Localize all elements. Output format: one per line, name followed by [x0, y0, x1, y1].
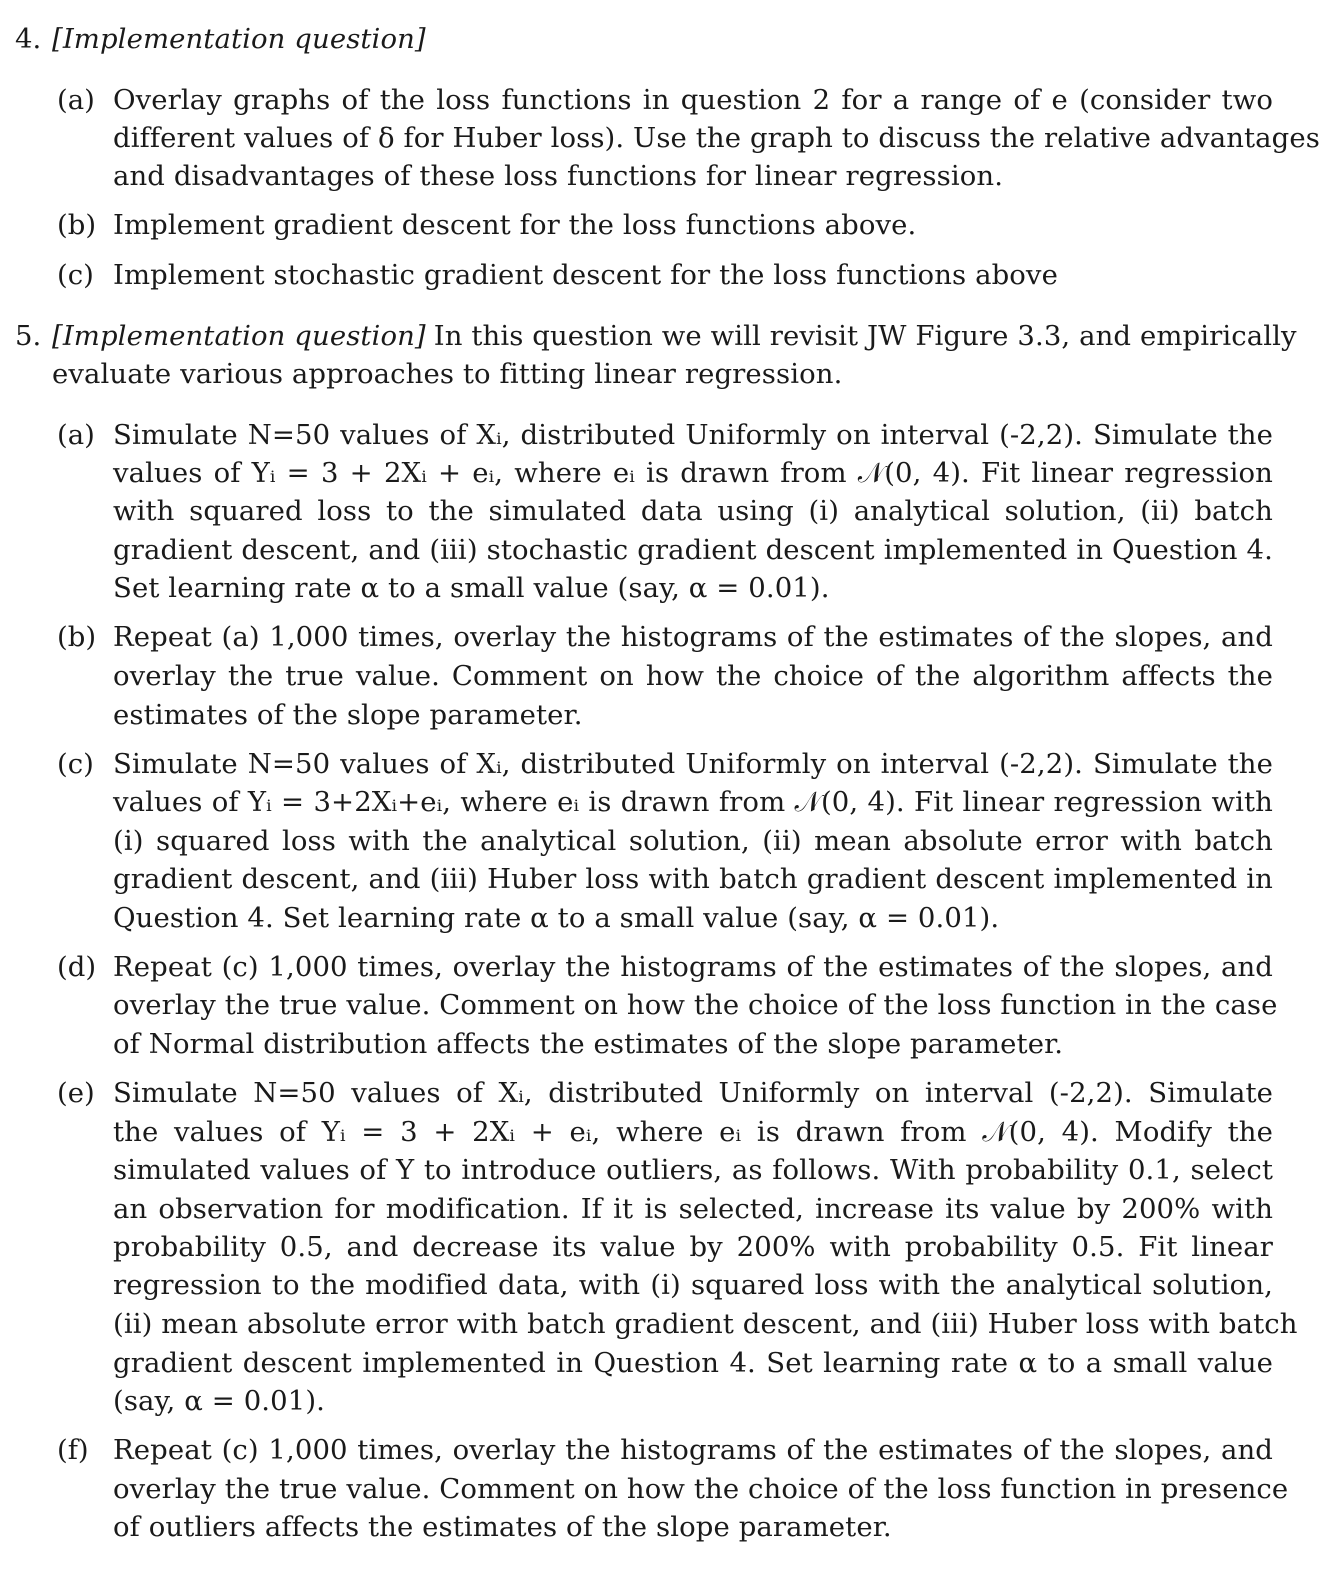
- q5-d-line-2: overlay the true value. Comment on how the choice of the loss function in the case: [113, 989, 1278, 1021]
- q5-b-line-3: estimates of the slope parameter.: [113, 699, 583, 731]
- q4-a-line-3: and disadvantages of these loss functions for linear regression.: [113, 160, 1004, 192]
- q5-a-line-3: with squared loss to the simulated data using (i) analytical solution, (ii) batch: [113, 495, 1273, 527]
- q5-f-line-3: of outliers affects the estimates of the slope parameter.: [113, 1511, 892, 1543]
- q5-a-label: (a): [57, 419, 95, 451]
- q5-b-label: (b): [57, 621, 97, 653]
- q5-b-line-1: Repeat (a) 1,000 times, overlay the histograms of the estimates of the slopes, and: [113, 621, 1273, 653]
- q5-d-line-1: Repeat (c) 1,000 times, overlay the histograms of the estimates of the slopes, and: [113, 951, 1273, 983]
- q4-a-label: (a): [57, 84, 95, 116]
- q4-c-line-1: Implement stochastic gradient descent for the loss functions above: [113, 259, 1058, 291]
- q5-e-line-2: the values of Yᵢ = 3 + 2Xᵢ + eᵢ, where eᵢ is drawn from 𝒩(0, 4). Modify the: [113, 1116, 1273, 1148]
- q5-f-line-2: overlay the true value. Comment on how the choice of the loss function in presence: [113, 1473, 1289, 1505]
- q5-e-line-8: gradient descent implemented in Question 4. Set learning rate α to a small value: [113, 1347, 1273, 1379]
- q5-e-line-6: regression to the modified data, with (i) squared loss with the analytical solution,: [113, 1269, 1273, 1301]
- q5-intro-first: In this question we will revisit JW Figure 3.3, and empirically: [433, 320, 1297, 352]
- q5-c-line-5: Question 4. Set learning rate α to a small value (say, α = 0.01).: [113, 902, 1000, 934]
- q5-f-line-1: Repeat (c) 1,000 times, overlay the histograms of the estimates of the slopes, and: [113, 1434, 1273, 1466]
- q5-d-line-3: of Normal distribution affects the estimates of the slope parameter.: [113, 1028, 1064, 1060]
- q5-d-label: (d): [57, 951, 97, 983]
- q4-title: [Implementation question]: [52, 23, 426, 55]
- q5-c-line-2: values of Yᵢ = 3+2Xᵢ+eᵢ, where eᵢ is drawn from 𝒩(0, 4). Fit linear regression with: [113, 786, 1273, 818]
- q5-c-line-3: (i) squared loss with the analytical solution, (ii) mean absolute error with batch: [113, 825, 1273, 857]
- q5-e-line-4: an observation for modification. If it is selected, increase its value by 200% with: [113, 1193, 1273, 1225]
- q5-e-label: (e): [57, 1077, 95, 1109]
- q5-intro-line-2: evaluate various approaches to fitting linear regression.: [52, 358, 843, 390]
- q5-intro-line-1: [52, 319, 1297, 353]
- q5-e-line-9: (say, α = 0.01).: [113, 1385, 325, 1417]
- q5-c-label: (c): [57, 748, 94, 780]
- q4-c-label: (c): [57, 259, 94, 291]
- q4-a-line-2: different values of δ for Huber loss). Use the graph to discuss the relative advantages: [113, 122, 1320, 154]
- q5-title: [Implementation question]: [52, 320, 426, 352]
- q5-e-line-5: probability 0.5, and decrease its value by 200% with probability 0.5. Fit linear: [113, 1231, 1273, 1263]
- q5-e-line-7: (ii) mean absolute error with batch gradient descent, and (iii) Huber loss with batch: [113, 1308, 1298, 1340]
- q5-a-line-4: gradient descent, and (iii) stochastic gradient descent implemented in Question 4.: [113, 534, 1273, 566]
- q5-b-line-2: overlay the true value. Comment on how the choice of the algorithm affects the: [113, 660, 1273, 692]
- q4-number: 4.: [15, 23, 42, 55]
- q4-b-line-1: Implement gradient descent for the loss functions above.: [113, 209, 917, 241]
- q5-e-line-3: simulated values of Y to introduce outliers, as follows. With probability 0.1, select: [113, 1154, 1273, 1186]
- q5-c-line-4: gradient descent, and (iii) Huber loss with batch gradient descent implemented in: [113, 863, 1273, 895]
- q5-a-line-2: values of Yᵢ = 3 + 2Xᵢ + eᵢ, where eᵢ is drawn from 𝒩(0, 4). Fit linear regression: [113, 457, 1273, 489]
- q5-a-line-5: Set learning rate α to a small value (say, α = 0.01).: [113, 572, 830, 604]
- q4-b-label: (b): [57, 209, 97, 241]
- q5-f-label: (f): [57, 1434, 89, 1466]
- q5-number: 5.: [15, 320, 42, 352]
- q5-c-line-1: Simulate N=50 values of Xᵢ, distributed Uniformly on interval (-2,2). Simulate the: [113, 748, 1273, 780]
- q4-a-line-1: Overlay graphs of the loss functions in question 2 for a range of e (consider two: [113, 84, 1273, 116]
- q5-a-line-1: Simulate N=50 values of Xᵢ, distributed Uniformly on interval (-2,2). Simulate the: [113, 419, 1273, 451]
- q5-e-line-1: Simulate N=50 values of Xᵢ, distributed Uniformly on interval (-2,2). Simulate: [113, 1077, 1273, 1109]
